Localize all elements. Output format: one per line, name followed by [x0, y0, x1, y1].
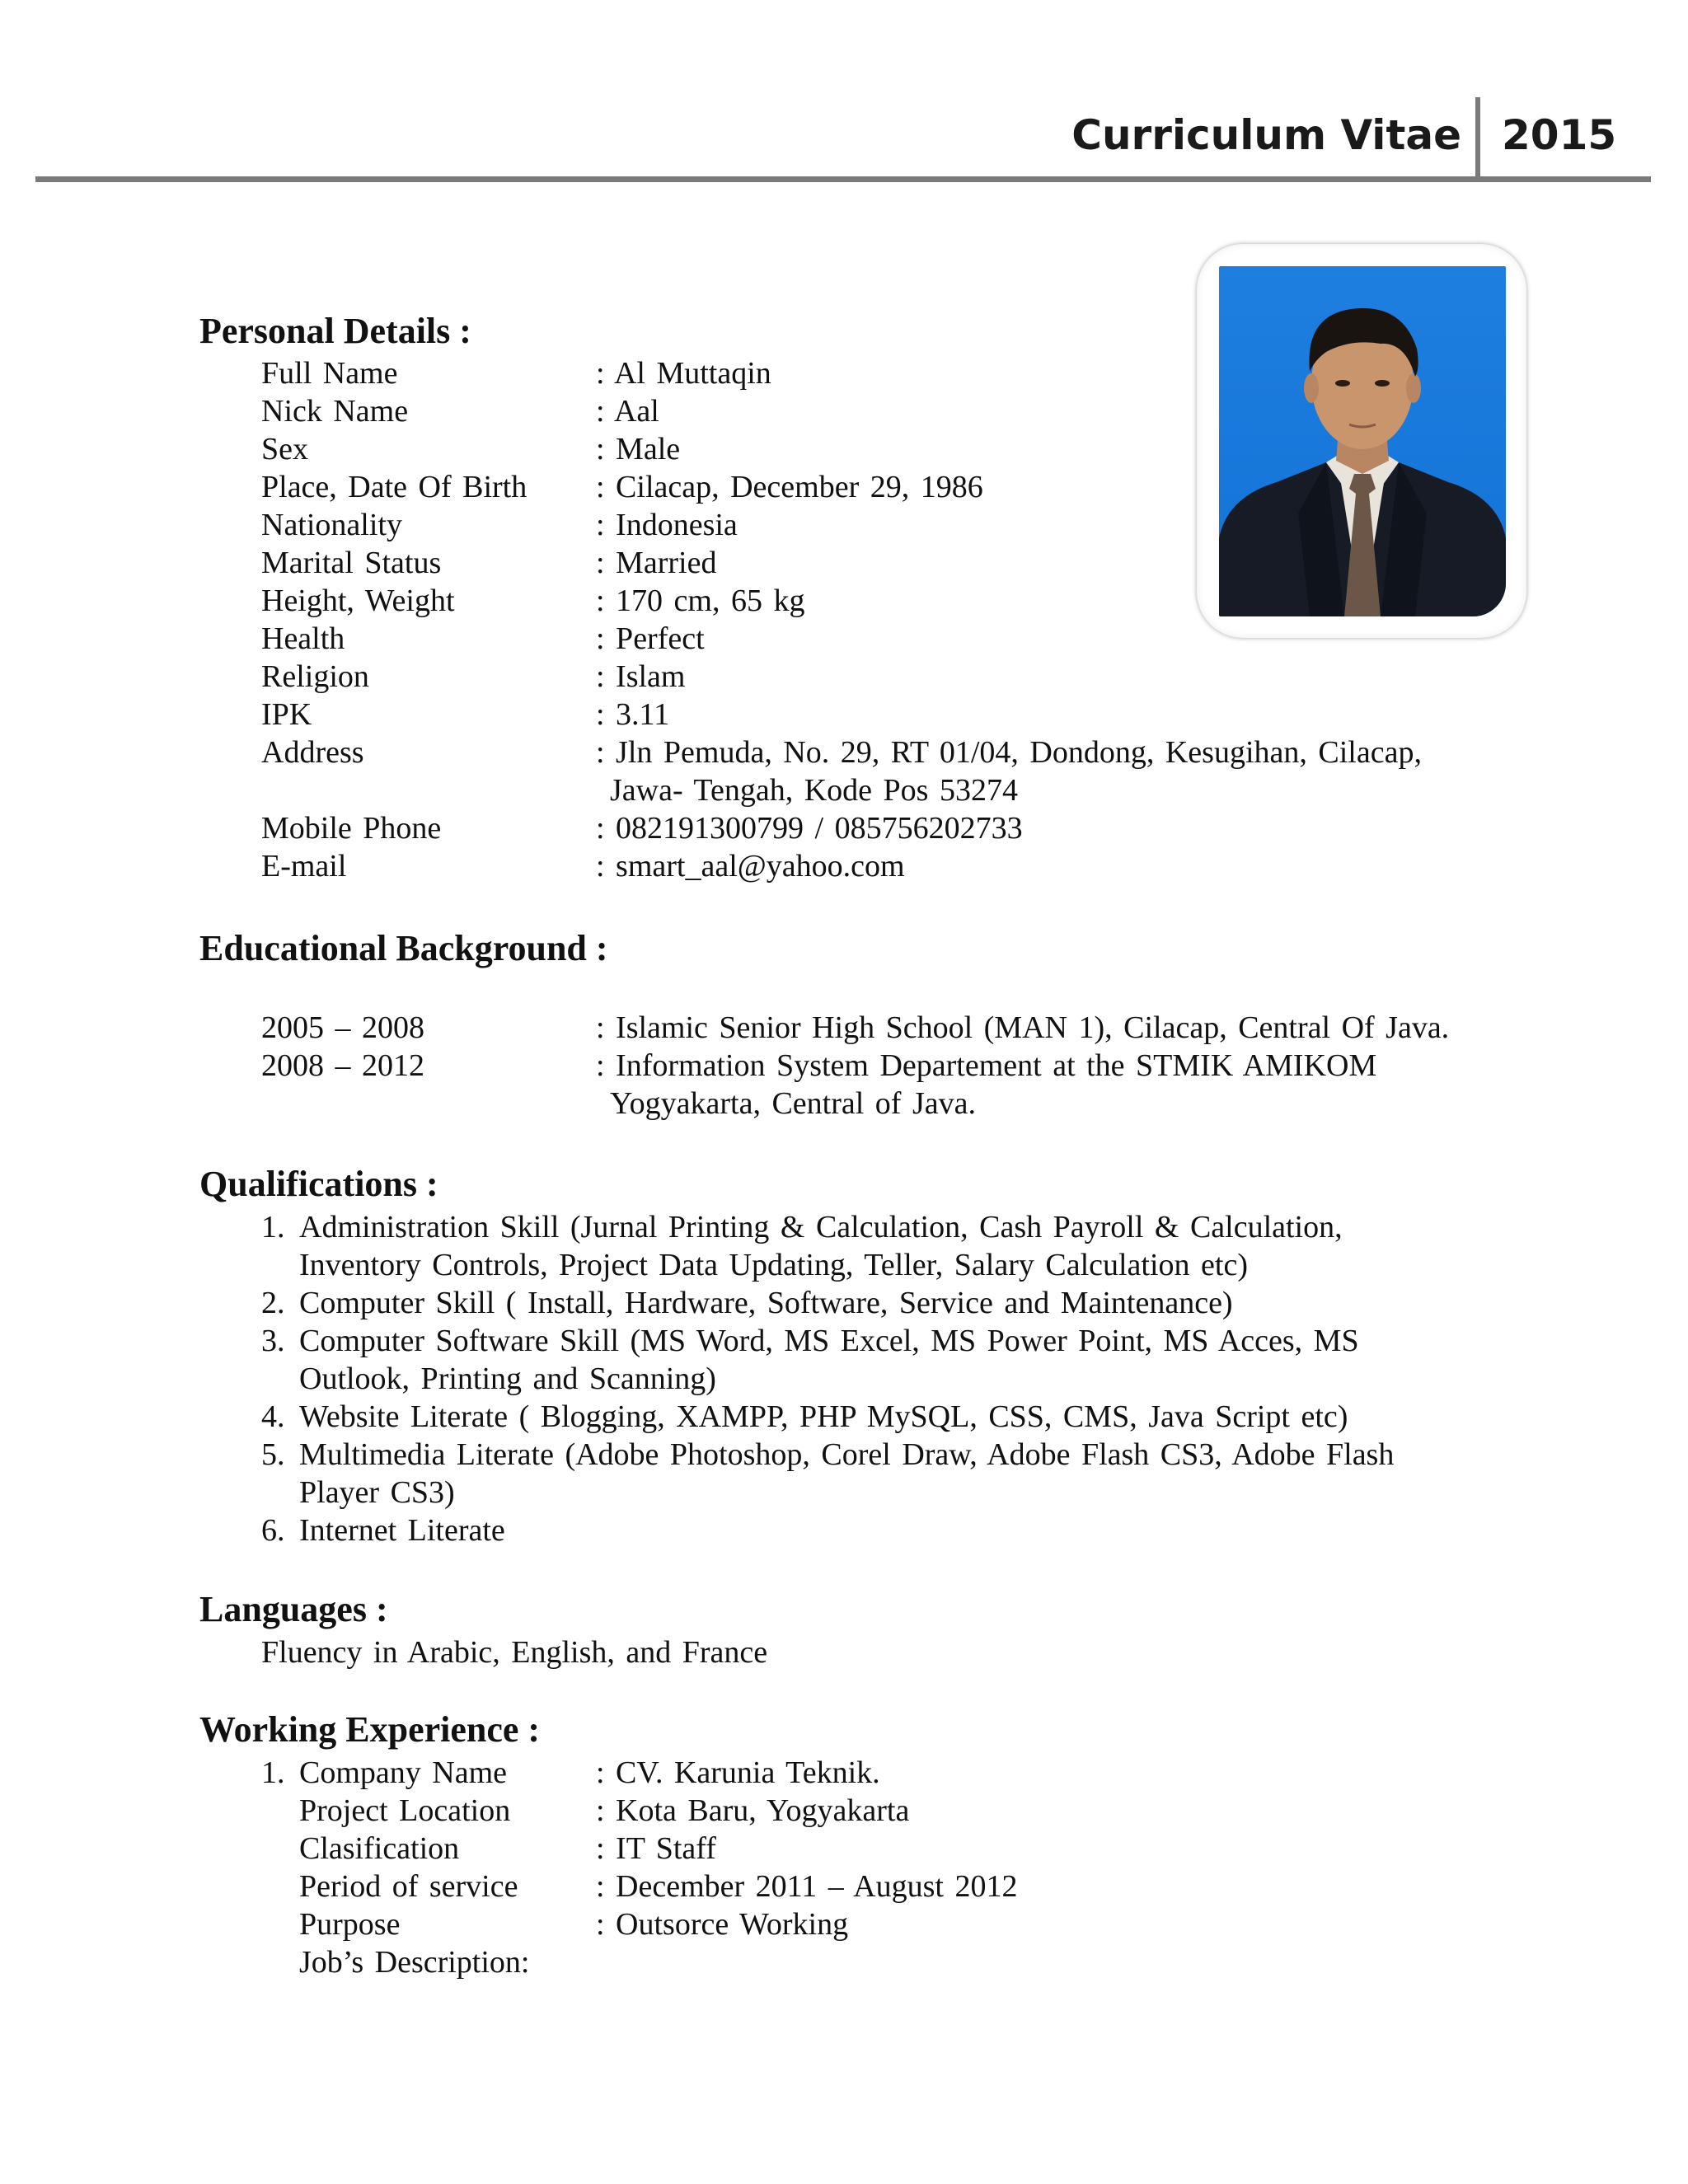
qualification-text: Outlook, Printing and Scanning) [299, 1361, 716, 1396]
personal-value: : Islam [596, 659, 686, 694]
document-title: Curriculum Vitae [1071, 111, 1461, 159]
personal-value: : Al Muttaqin [596, 356, 771, 391]
header-divider [1475, 97, 1480, 178]
education-value-line-2: Yogyakarta, Central of Java. [610, 1086, 976, 1121]
qualification-number: 2. [261, 1286, 285, 1320]
qualification-text: Administration Skill (Jurnal Printing & Calculation, Cash Payroll & Calculation, [299, 1210, 1343, 1244]
personal-label: E-mail [261, 849, 347, 883]
education-period: 2008 – 2012 [261, 1048, 424, 1083]
qualification-number: 4. [261, 1399, 285, 1434]
personal-value: : Indonesia [596, 508, 738, 542]
work-label: Job’s Description: [299, 1945, 530, 1980]
personal-label: Nick Name [261, 394, 409, 429]
personal-value: : Cilacap, December 29, 1986 [596, 470, 983, 504]
work-value: : Kota Baru, Yogyakarta [596, 1793, 910, 1828]
personal-label: Address [261, 735, 364, 770]
education-heading: Educational Background : [199, 928, 608, 968]
personal-label: Health [261, 621, 345, 656]
qualification-text: Internet Literate [299, 1513, 505, 1548]
personal-label: Mobile Phone [261, 811, 442, 846]
personal-label: Height, Weight [261, 583, 455, 618]
qualification-text: Website Literate ( Blogging, XAMPP, PHP MySQL, CSS, CMS, Java Script etc) [299, 1399, 1348, 1434]
personal-value: : Married [596, 546, 717, 580]
work-label: Project Location [299, 1793, 511, 1828]
personal-label: Religion [261, 659, 369, 694]
work-value: : CV. Karunia Teknik. [596, 1755, 880, 1790]
qualification-number: 5. [261, 1437, 285, 1472]
qualification-number: 6. [261, 1513, 285, 1548]
personal-value: : Jln Pemuda, No. 29, RT 01/04, Dondong, Kesugihan, Cilacap, [596, 735, 1422, 770]
personal-value: : 082191300799 / 085756202733 [596, 811, 1023, 846]
qualification-number: 1. [261, 1210, 285, 1244]
education-value: : Islamic Senior High School (MAN 1), Cilacap, Central Of Java. [596, 1010, 1450, 1045]
header-rule [35, 176, 1651, 182]
education-value: : Information System Departement at the STMIK AMIKOM [596, 1048, 1377, 1083]
personal-label: Full Name [261, 356, 398, 391]
work-value: : IT Staff [596, 1831, 716, 1866]
personal-label: IPK [261, 697, 312, 732]
work-label: Period of service [299, 1869, 518, 1904]
personal-label: Place, Date Of Birth [261, 470, 528, 504]
work-heading: Working Experience : [199, 1709, 541, 1750]
qualification-text: Inventory Controls, Project Data Updating, Teller, Salary Calculation etc) [299, 1248, 1248, 1282]
languages-text: Fluency in Arabic, English, and France [261, 1635, 768, 1670]
work-label: Company Name [299, 1755, 508, 1790]
personal-value: : Male [596, 432, 681, 466]
work-item-number: 1. [261, 1755, 285, 1790]
qualifications-heading: Qualifications : [199, 1164, 438, 1204]
personal-value: : 3.11 [596, 697, 670, 732]
work-label: Clasification [299, 1831, 460, 1866]
qualification-text: Player CS3) [299, 1475, 455, 1510]
person-silhouette-icon [1219, 266, 1506, 616]
profile-photo [1219, 266, 1506, 616]
work-value: : Outsorce Working [596, 1907, 849, 1942]
qualification-text: Computer Software Skill (MS Word, MS Excel, MS Power Point, MS Acces, MS [299, 1324, 1359, 1358]
document-year: 2015 [1502, 111, 1617, 159]
personal-value: : smart_aal@yahoo.com [596, 849, 905, 883]
personal-label: Nationality [261, 508, 402, 542]
address-line-2: Jawa- Tengah, Kode Pos 53274 [610, 773, 1018, 808]
personal-details-heading: Personal Details : [199, 311, 471, 351]
qualification-text: Multimedia Literate (Adobe Photoshop, Corel Draw, Adobe Flash CS3, Adobe Flash [299, 1437, 1395, 1472]
qualification-number: 3. [261, 1324, 285, 1358]
personal-label: Sex [261, 432, 308, 466]
work-label: Purpose [299, 1907, 401, 1942]
personal-value: : Perfect [596, 621, 705, 656]
personal-label: Marital Status [261, 546, 442, 580]
education-period: 2005 – 2008 [261, 1010, 424, 1045]
qualification-text: Computer Skill ( Install, Hardware, Software, Service and Maintenance) [299, 1286, 1233, 1320]
languages-heading: Languages : [199, 1589, 388, 1629]
personal-value: : Aal [596, 394, 659, 429]
personal-value: : 170 cm, 65 kg [596, 583, 805, 618]
work-value: : December 2011 – August 2012 [596, 1869, 1018, 1904]
